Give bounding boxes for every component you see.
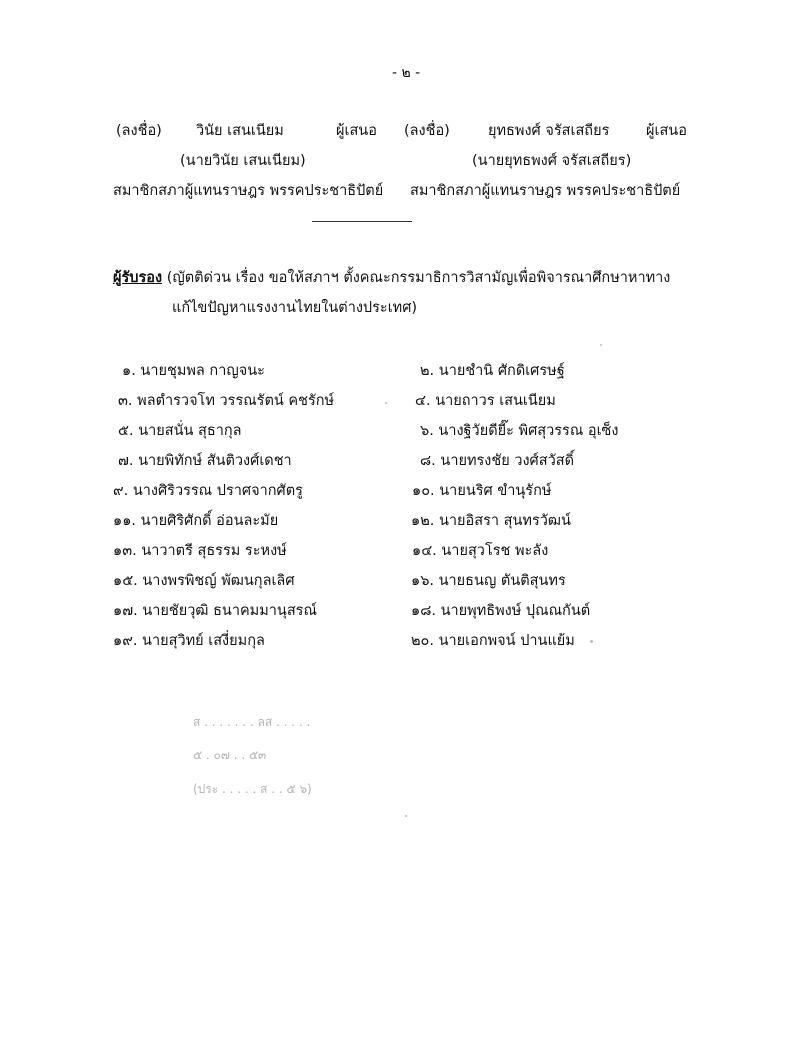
left-position: สมาชิกสภาผู้แทนราษฎร พรรคประชาธิปัตย์	[113, 183, 384, 199]
scan-speck	[405, 815, 407, 817]
endorser-item: ๗. นายพิทักษ์ สันติวงศ์เดชา	[118, 453, 292, 469]
endorser-item: ๑๖. นายธนญ ตันติสุนทร	[411, 573, 566, 589]
left-sign-label: (ลงชื่อ)	[116, 123, 162, 139]
endorsement-subject-line2: แก้ไขปัญหาแรงงานไทยในต่างประเทศ)	[172, 300, 418, 316]
endorser-item: ๕. นายสนั่น สุธากุล	[118, 423, 242, 439]
endorser-item: ๑. นายชุมพล กาญจนะ	[122, 363, 265, 379]
page-number: - ๒ -	[392, 65, 421, 81]
endorser-item: ๑๒. นายอิสรา สุนทรวัฒน์	[411, 513, 571, 529]
faded-stamp-line: (ประ . . . . . ส . . ๕ ๖)	[193, 782, 312, 796]
right-signed-name: ยุทธพงศ์ จรัสเสถียร	[488, 123, 610, 139]
endorser-item: ๓. พลตำรวจโท วรรณรัตน์ คชรักษ์	[118, 393, 335, 409]
endorsement-header	[113, 268, 670, 288]
endorser-item: ๑๕. นางพรพิชญ์ พัฒนกุลเลิศ	[113, 573, 295, 589]
left-signed-name: วินัย เสนเนียม	[196, 123, 284, 139]
right-full-name: (นายยุทธพงศ์ จรัสเสถียร)	[472, 153, 632, 169]
left-full-name: (นายวินัย เสนเนียม)	[180, 153, 306, 169]
endorsement-subject-line1: (ญัตติด่วน เรื่อง ขอให้สภาฯ ตั้งคณะกรรมาธิการวิสามัญเพื่อพิจารณาศึกษาหาทาง	[166, 270, 671, 286]
endorser-item: ๑๔. นายสุวโรช พะลัง	[412, 543, 549, 559]
endorser-item: ๘. นายทรงชัย วงศ์สวัสดิ์	[420, 453, 575, 469]
right-sign-label: (ลงชื่อ)	[404, 123, 450, 139]
endorser-item: ๙. นางศิริวรรณ ปราศจากศัตรู	[113, 483, 303, 499]
endorsement-heading: ผู้รับรอง	[113, 270, 163, 286]
scan-speck	[590, 640, 593, 643]
endorser-item: ๑๑. นายศิริศักดิ์ อ่อนละมัย	[113, 513, 279, 529]
right-position: สมาชิกสภาผู้แทนราษฎร พรรคประชาธิปัตย์	[410, 183, 681, 199]
endorser-item: ๒๐. นายเอกพจน์ ปานแย้ม	[411, 633, 575, 649]
scan-speck	[385, 402, 387, 404]
faded-stamp-line: ส . . . . . . . ลส . . . . .	[193, 715, 311, 729]
section-divider	[312, 221, 412, 222]
endorser-item: ๑๗. นายชัยวุฒิ ธนาคมมานุสรณ์	[113, 603, 317, 619]
left-role: ผู้เสนอ	[336, 123, 377, 139]
endorser-item: ๒. นายชำนิ ศักดิเศรษฐ์	[420, 363, 565, 379]
endorser-item: ๑๘. นายพุทธิพงษ์ ปุณณกันต์	[411, 603, 591, 619]
faded-stamp-line: ๕ . ๐๗ . . ๕๓	[193, 748, 267, 762]
right-role: ผู้เสนอ	[646, 123, 687, 139]
endorser-item: ๑๓. นาวาตรี สุธรรม ระหงษ์	[113, 543, 287, 559]
endorser-item: ๔. นายถาวร เสนเนียม	[415, 393, 556, 409]
endorser-item: ๑๙. นายสุวิทย์ เสงี่ยมกุล	[113, 633, 265, 649]
scan-speck	[600, 344, 602, 346]
endorser-item: ๖. นางฐิวัยดียี๊ะ พิศสุวรรณ อุเซ็ง	[420, 423, 619, 439]
endorser-item: ๑๐. นายนริศ ขำนุรักษ์	[412, 483, 552, 499]
